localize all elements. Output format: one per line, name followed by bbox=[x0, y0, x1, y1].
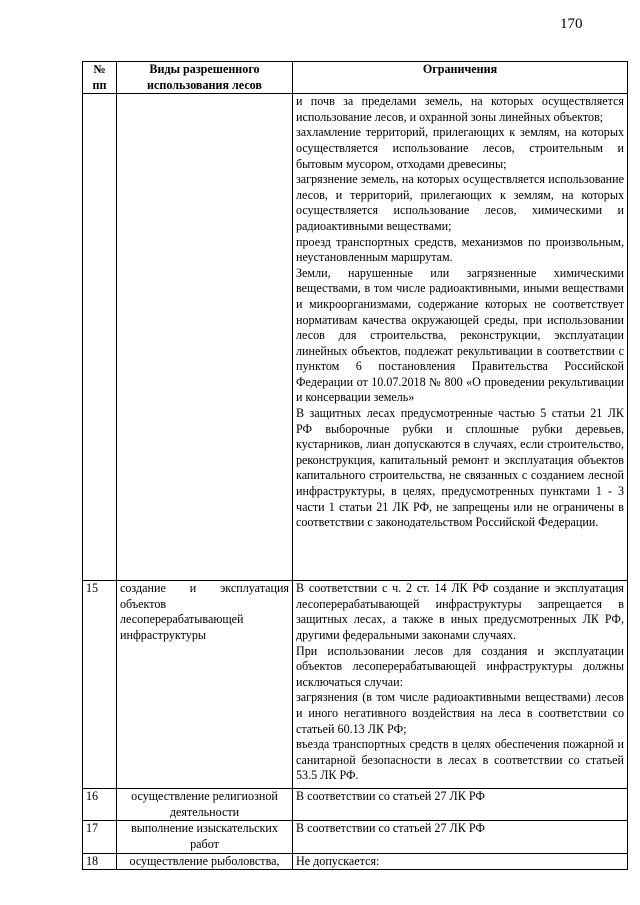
row-use-kind: выполнение изыскательских работ bbox=[117, 821, 293, 853]
page-number: 170 bbox=[560, 16, 583, 32]
header-use-kind: Виды разрешенного использования лесов bbox=[117, 62, 293, 94]
restriction-paragraph: и почв за пределами земель, на которых осуществляется использование лесов, и охранной зоны линейных объектов; bbox=[296, 94, 624, 124]
restriction-paragraph: В соответствии с ч. 2 ст. 14 ЛК РФ создание и эксплуатация лесоперерабатывающей инфраструктуры запрещается в защитных лесах, а также в иных предусмотренных ЛК РФ, другими федеральными законами случаях. bbox=[296, 581, 624, 642]
row-restrictions bbox=[293, 853, 628, 870]
table-header-row bbox=[83, 62, 628, 94]
row-restrictions bbox=[293, 94, 628, 581]
table-row bbox=[83, 853, 628, 870]
restriction-paragraph: въезда транспортных средств в целях обеспечения пожарной и санитарной безопасности в лесах в соответствии со статьей 53.5 ЛК РФ. bbox=[296, 737, 624, 783]
row-restrictions bbox=[293, 581, 628, 789]
header-number: № пп bbox=[83, 62, 117, 94]
row-use-kind bbox=[117, 94, 293, 581]
restriction-paragraph: В соответствии со статьей 27 ЛК РФ bbox=[296, 789, 485, 804]
table-row bbox=[83, 789, 628, 821]
table-row bbox=[83, 581, 628, 789]
row-restrictions bbox=[293, 821, 628, 853]
row-use-kind: осуществление рыболовства, bbox=[117, 853, 293, 870]
forest-use-restrictions-table bbox=[82, 61, 628, 870]
restriction-paragraph: В соответствии со статьей 27 ЛК РФ bbox=[296, 821, 485, 836]
restriction-paragraph: захламление территорий, прилегающих к землям, на которых осуществляется использование лесов, строительным и бытовым мусором, отходами древесины; bbox=[296, 125, 624, 171]
row-number: 17 bbox=[83, 821, 117, 853]
restriction-paragraph: При использовании лесов для создания и эксплуатации объектов лесоперерабатывающей инфраструктуры должны исключаться случаи: bbox=[296, 643, 624, 689]
row-use-kind: осуществление религиозной деятельности bbox=[117, 789, 293, 821]
row-restrictions bbox=[293, 789, 628, 821]
row-number: 15 bbox=[83, 581, 117, 789]
row-use-kind: создание и эксплуатация объектов лесоперерабатывающей инфраструктуры bbox=[117, 581, 293, 789]
restriction-paragraph: Не допускается: bbox=[296, 853, 380, 868]
restriction-paragraph: загрязнения (в том числе радиоактивными веществами) лесов и иного негативного воздействия на леса в соответствии со статьей 60.13 ЛК РФ; bbox=[296, 690, 624, 736]
restriction-paragraph: проезд транспортных средств, механизмов по произвольным, неустановленным маршрутам. bbox=[296, 234, 624, 265]
row-number: 16 bbox=[83, 789, 117, 821]
table-row bbox=[83, 821, 628, 853]
restriction-paragraph: В защитных лесах предусмотренные частью 5 статьи 21 ЛК РФ выборочные рубки и сплошные рубки деревьев, кустарников, лиан допускаются в случаях, если строительство, реконструкция, капитальный ремонт и эксплуатация объектов капитального строительства, не связанных с созданием лесной инфраструктуры, в целях, предусмотренных пунктами 1 - 3 части 1 статьи 21 ЛК РФ, не запрещены или не ограничены в соответствии с законодательством Российской Федерации. bbox=[296, 406, 624, 530]
table-row bbox=[83, 94, 628, 581]
row-number bbox=[83, 94, 117, 581]
restriction-paragraph: загрязнение земель, на которых осуществляется использование лесов, и территорий, прилегающих к землям, на которых осуществляется использование лесов, химическими и радиоактивными веществами; bbox=[296, 172, 624, 233]
row-number: 18 bbox=[83, 853, 117, 870]
header-restrictions: Ограничения bbox=[293, 62, 628, 94]
restriction-paragraph: Земли, нарушенные или загрязненные химическими веществами, в том числе радиоактивными, иными веществами и микроорганизмами, содержание которых не соответствует нормативам качества окружающей среды, при использовании лесов для строительства, реконструкции, эксплуатации линейных объектов, подлежат рекультивации в соответствии с пунктом 6 постановления Правительства Российской Федерации от 10.07.2018 № 800 «О проведении рекультивации и консервации земель» bbox=[296, 265, 624, 405]
